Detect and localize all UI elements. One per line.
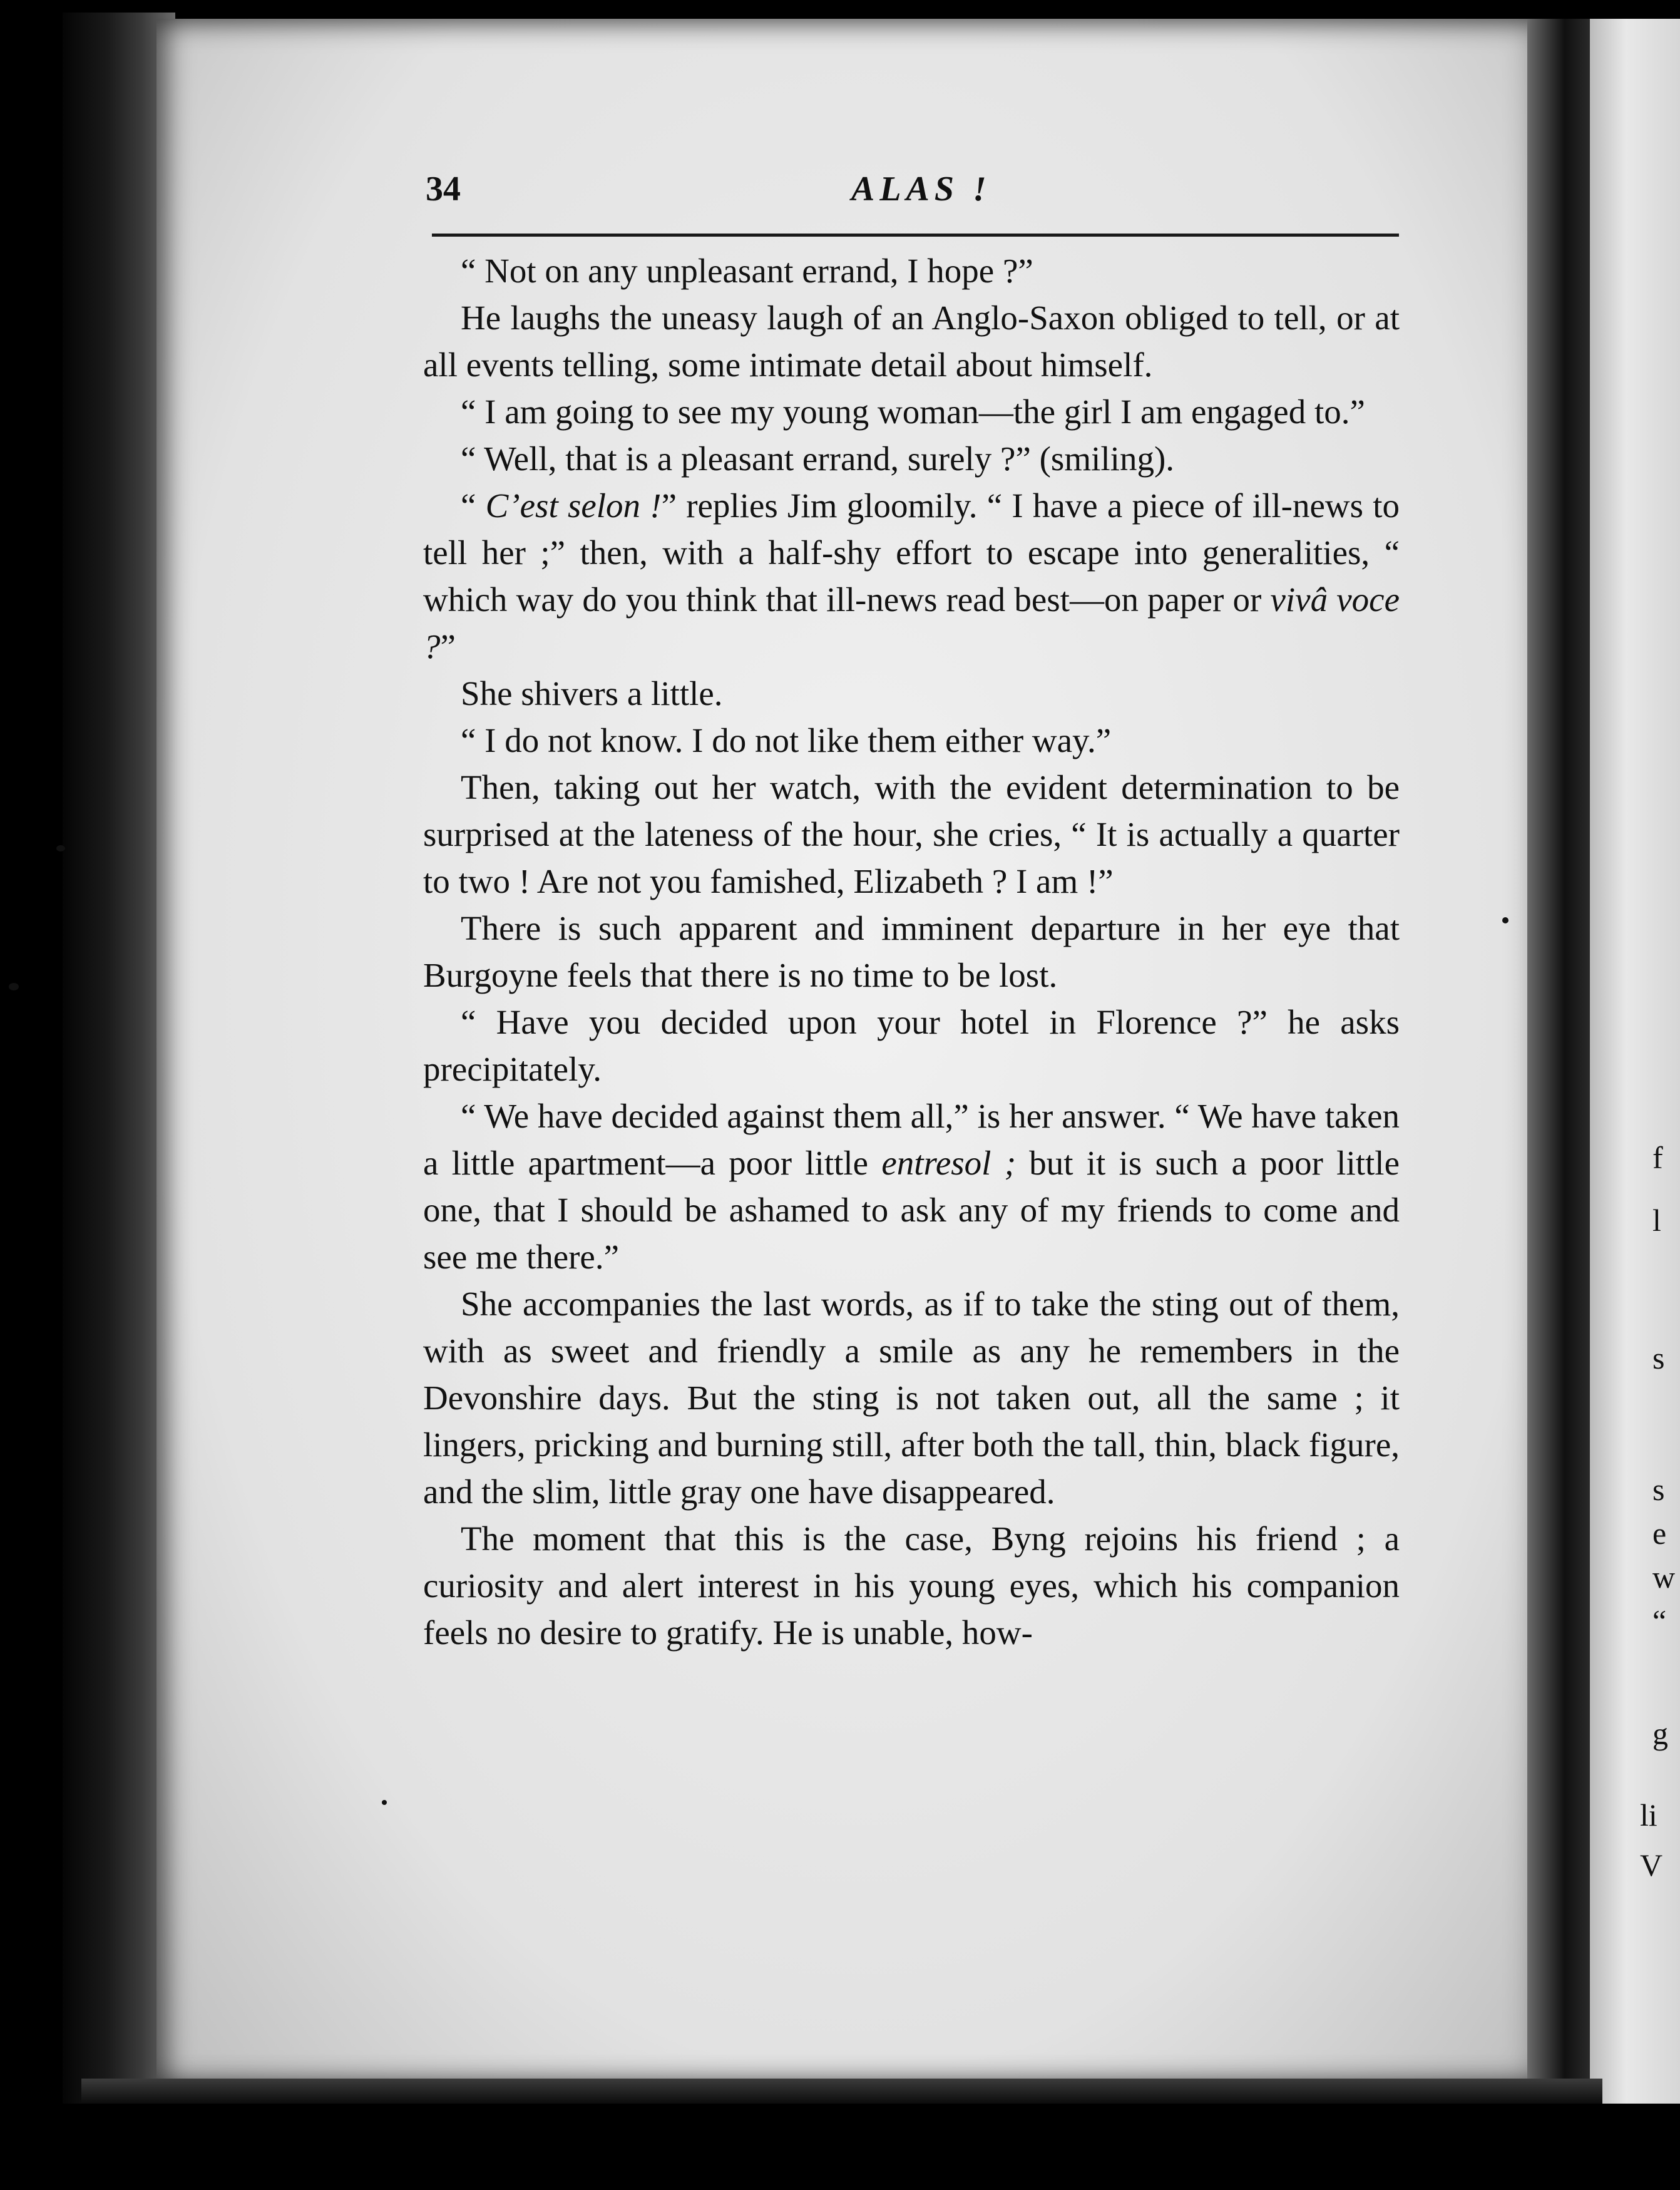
adjacent-page-fragment: li — [1640, 1797, 1657, 1833]
scan-speck — [9, 983, 19, 990]
page-gutter — [1527, 19, 1590, 2079]
text-run: ” replies Jim gloomily. “ I have a piece of ill-news to tell her ;” then, with a half-shy effort to escape into generalities, “ which way do you think that ill-news read best—on paper or — [423, 486, 1400, 619]
page-number: 34 — [426, 170, 461, 208]
text-run: “ We have decided against them all,” is her answer. “ We have taken a little apartment—a poor little — [423, 1097, 1400, 1182]
paragraph: She shivers a little. — [461, 674, 723, 712]
scan-speck — [1502, 917, 1508, 923]
italic-text: entresol ; — [881, 1144, 1017, 1182]
paragraph — [423, 482, 1400, 670]
adjacent-page-fragment: g — [1652, 1716, 1668, 1751]
paragraph: “ Not on any unpleasant errand, I hope ?” — [461, 252, 1033, 290]
scan-speck — [56, 845, 65, 851]
adjacent-page-fragment: w — [1652, 1560, 1676, 1595]
running-head: ALAS ! — [851, 170, 991, 208]
text-run: “ — [461, 486, 486, 525]
header-rule — [432, 234, 1399, 237]
paragraph: He laughs the uneasy laugh of an Anglo-Saxon obliged to tell, or at all events telling, some intimate detail about himself. — [423, 299, 1400, 384]
scan-speck — [382, 1800, 387, 1805]
adjacent-page-fragment: s — [1652, 1340, 1665, 1375]
paragraph: Then, taking out her watch, with the evident determination to be surprised at the lateness of the hour, she cries, “ It is actually a quarter to two ! Are not you famished, Elizabeth ? I am !” — [423, 768, 1400, 900]
adjacent-page-fragment: l — [1652, 1203, 1661, 1238]
paragraph — [423, 1092, 1400, 1280]
paragraph: “ Have you decided upon your hotel in Florence ?” he asks precipitately. — [423, 1003, 1400, 1088]
italic-text: C’est selon ! — [485, 486, 662, 525]
adjacent-page-fragment: f — [1652, 1140, 1663, 1175]
paragraph: There is such apparent and imminent departure in her eye that Burgoyne feels that there is no time to be lost. — [423, 909, 1400, 994]
paragraph: “ Well, that is a pleasant errand, surely ?” (smiling). — [461, 440, 1175, 478]
adjacent-page-fragment: e — [1652, 1516, 1667, 1551]
adjacent-page-fragment: s — [1652, 1472, 1665, 1507]
page-bottom-edge — [81, 2079, 1602, 2104]
page-header — [426, 169, 1402, 219]
text-run: ” — [440, 627, 456, 666]
body-text — [423, 247, 1400, 1656]
paragraph: “ I am going to see my young woman—the girl I am engaged to.” — [461, 393, 1365, 431]
paragraph: She accompanies the last words, as if to take the sting out of them, with as sweet and friendly a smile as any he remembers in the Devonshire days. But the sting is not taken out, all the same ; it lingers, pricking and burning still, after both the tall, thin, black figure, and the slim, little gray one have disappeared. — [423, 1285, 1400, 1511]
adjacent-page-fragment: “ — [1652, 1603, 1667, 1638]
adjacent-page-edge — [1590, 19, 1680, 2104]
italic-text: vivâ voce ? — [423, 580, 1400, 666]
adjacent-page-fragment: V — [1640, 1848, 1663, 1883]
text-run: but it is such a poor little one, that I should be ashamed to ask any of my friends to come and see me there.” — [423, 1144, 1400, 1276]
paragraph: “ I do not know. I do not like them either way.” — [461, 721, 1112, 759]
paragraph: The moment that this is the case, Byng rejoins his friend ; a curiosity and alert interest in his young eyes, which his companion feels no desire to gratify. He is unable, how- — [423, 1519, 1400, 1652]
